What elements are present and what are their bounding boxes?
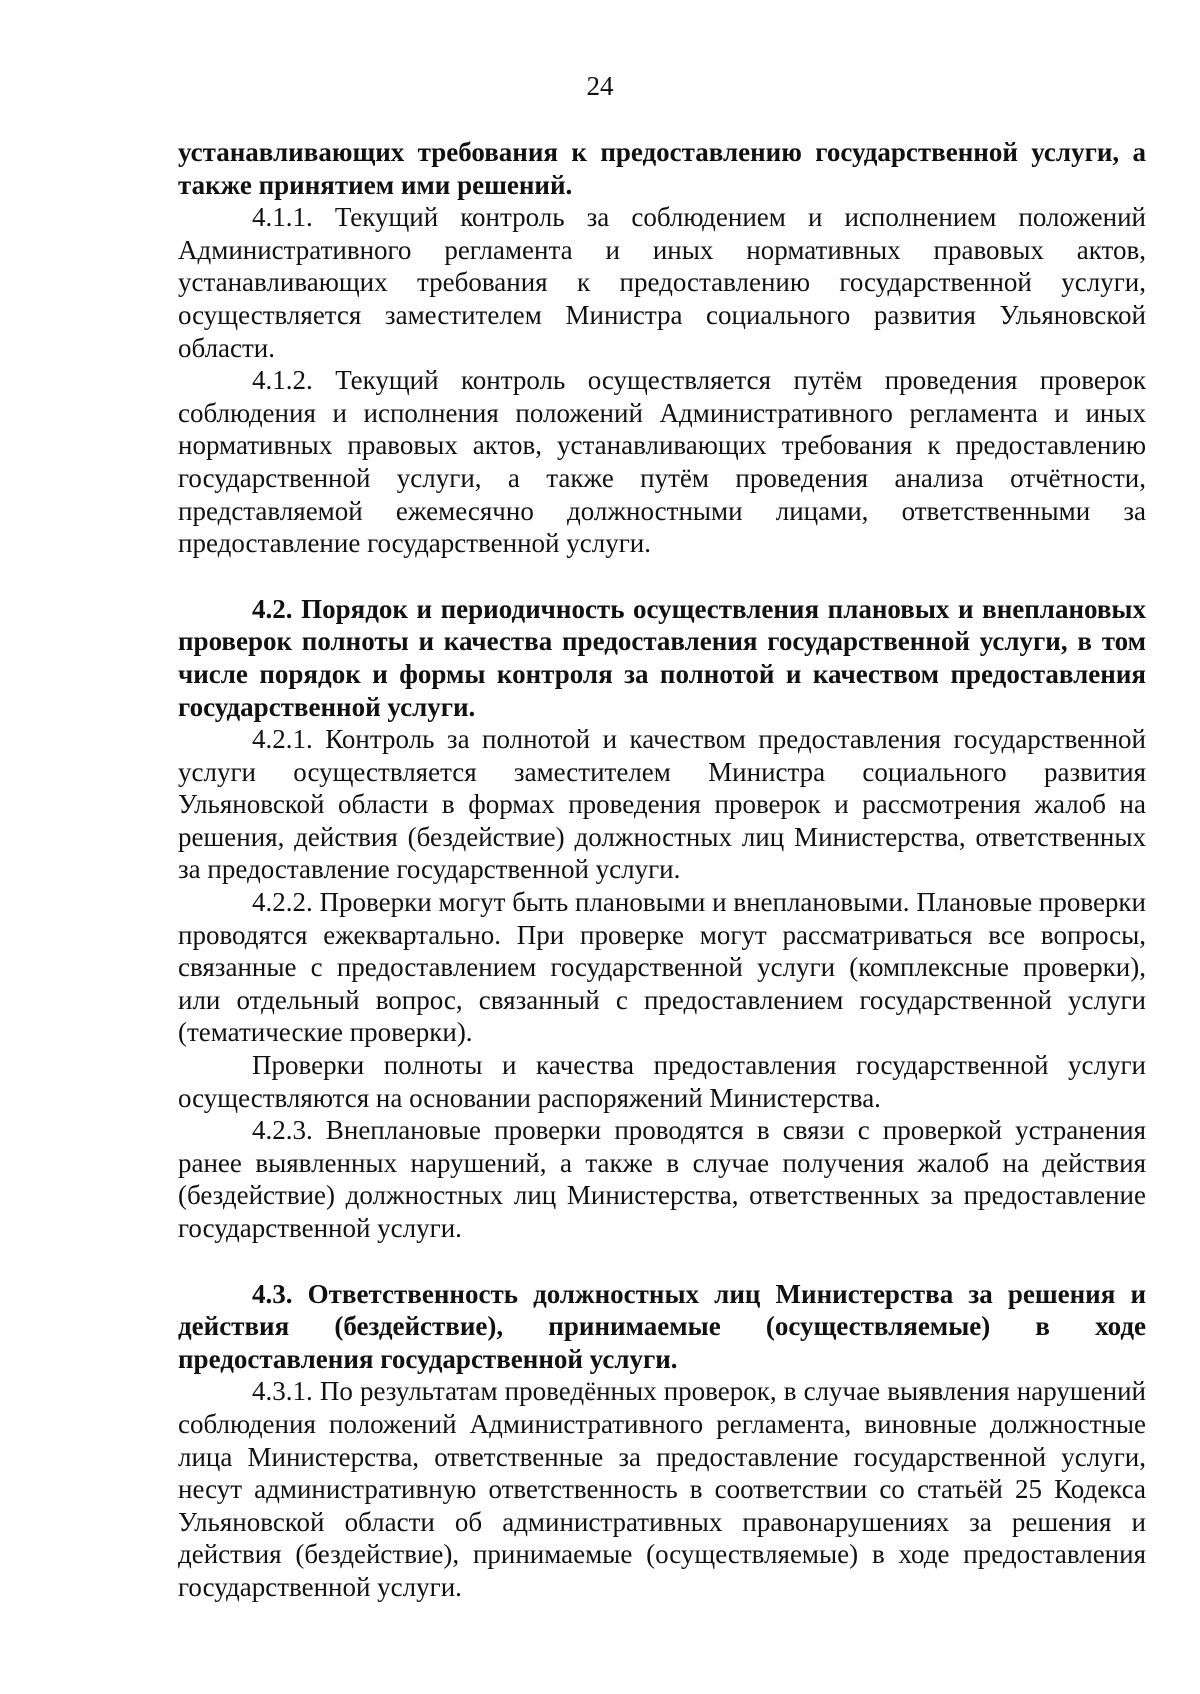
paragraph: 4.3.1. По результатам проведённых проверок, в случае выявления нарушений соблюдения положений Административного регламента, виновные должностные лица Министерства, ответственные за предоставление государственной услуги, несут административную ответственность в соответствии со статьёй 25 Кодекса Ульяновской области об административных правонарушениях за решения и действия (бездействие), принимаемые (осуществляемые) в ходе предоставления государственной услуги. xyxy=(178,1376,1146,1602)
section-spacer xyxy=(178,560,1146,593)
paragraph: 4.1.2. Текущий контроль осуществляется путём проведения проверок соблюдения и исполнения положений Административного регламента и иных нормативных правовых актов, устанавливающих требования к предоставлению государственной услуги, а также путём проведения анализа отчётности, представляемой ежемесячно должностными лицами, ответственными за предоставление государственной услуги. xyxy=(178,365,1146,559)
section-heading: устанавливающих требования к предоставлению государственной услуги, а также принятием ими решений. xyxy=(178,137,1146,200)
page-number: 24 xyxy=(586,71,614,101)
section-spacer xyxy=(178,1245,1146,1278)
section-heading: 4.3. Ответственность должностных лиц Министерства за решения и действия (бездействие), принимаемые (осуществляемые) в ходе предоставления государственной услуги. xyxy=(178,1278,1146,1374)
paragraph: 4.2.3. Внеплановые проверки проводятся в связи с проверкой устранения ранее выявленных нарушений, а также в случае получения жалоб на действия (бездействие) должностных лиц Министерства, ответственных за предоставление государственной услуги. xyxy=(178,1115,1146,1243)
section-heading: 4.2. Порядок и периодичность осуществления плановых и внеплановых проверок полноты и качества предоставления государственной услуги, в том числе порядок и формы контроля за полнотой и качеством предоставления государственной услуги. xyxy=(178,593,1146,722)
paragraph: Проверки полноты и качества предоставления государственной услуги осуществляются на основании распоряжений Министерства. xyxy=(178,1050,1146,1113)
paragraph: 4.2.1. Контроль за полнотой и качеством предоставления государственной услуги осуществляется заместителем Министра социального развития Ульяновской области в формах проведения проверок и рассмотрения жалоб на решения, действия (бездействие) должностных лиц Министерства, ответственных за предоставление государственной услуги. xyxy=(178,724,1146,885)
paragraph: 4.1.1. Текущий контроль за соблюдением и исполнением положений Административного регламента и иных нормативных правовых актов, устанавливающих требования к предоставлению государственной услуги, осуществляется заместителем Министра социального развития Ульяновской области. xyxy=(178,202,1146,363)
document-body xyxy=(178,136,1146,1604)
paragraph: 4.2.2. Проверки могут быть плановыми и внеплановыми. Плановые проверки проводятся ежеквартально. При проверке могут рассматриваться все вопросы, связанные с предоставлением государственной услуги (комплексные проверки), или отдельный вопрос, связанный с предоставлением государственной услуги (тематические проверки). xyxy=(178,887,1146,1048)
